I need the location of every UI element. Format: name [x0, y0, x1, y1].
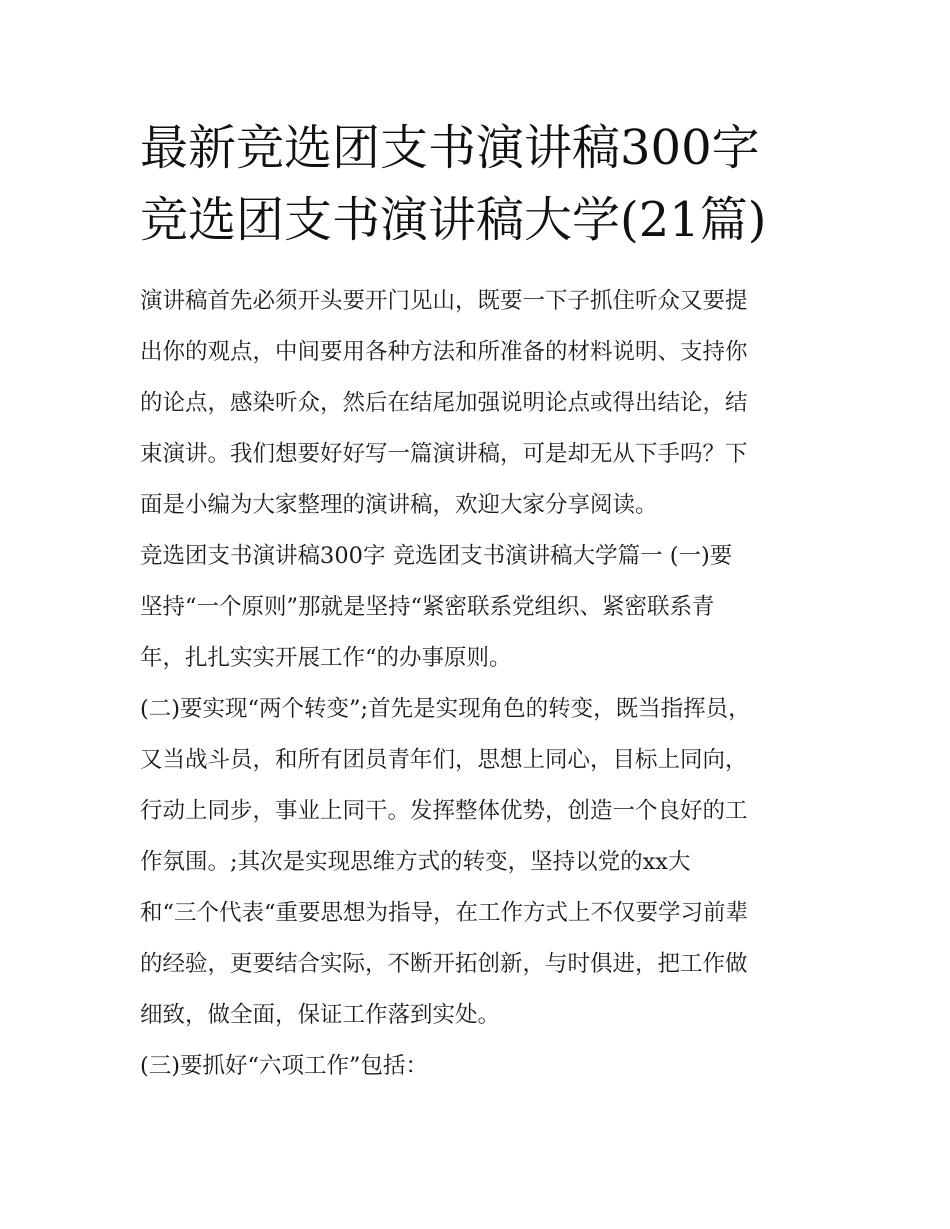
- body-line-2: 出你的观点，中间要用各种方法和所准备的材料说明、支持你: [140, 339, 748, 365]
- body-line-7: 坚持“一个原则”那就是坚持“紧密联系党组织、紧密联系青: [140, 594, 715, 620]
- body-line-15: 细致，做全面，保证工作落到实处。: [140, 1002, 501, 1028]
- body-line-10: 又当战斗员，和所有团员青年们，思想上同心，目标上同向，: [140, 747, 748, 773]
- body-line-5: 面是小编为大家整理的演讲稿，欢迎大家分享阅读。: [140, 492, 658, 518]
- document-title: [140, 112, 820, 256]
- body-line-13: 和“三个代表“重要思想为指导，在工作方式上不仅要学习前辈: [140, 900, 749, 926]
- body-line-11: 行动上同步，事业上同干。发挥整体优势，创造一个良好的工: [140, 798, 748, 824]
- title-line-1: 最新竞选团支书演讲稿300字: [140, 120, 760, 176]
- body-line-1: 演讲稿首先必须开头要开门见山，既要一下子抓住听众又要提: [140, 288, 748, 314]
- document-body: [140, 276, 820, 1092]
- body-line-8: 年，扎扎实实开展工作“的办事原则。: [140, 645, 512, 671]
- body-line-12: 作氛围。;其次是实现思维方式的转变，坚持以党的xx大: [140, 849, 691, 875]
- body-line-9: (二)要实现“两个转变”;首先是实现角色的转变，既当指挥员，: [140, 696, 751, 722]
- body-line-4: 束演讲。我们想要好好写一篇演讲稿，可是却无从下手吗？下: [140, 441, 748, 467]
- body-line-16: (三)要抓好“六项工作”包括：: [140, 1053, 429, 1079]
- title-line-2: 竞选团支书演讲稿大学(21篇): [140, 192, 767, 248]
- body-line-14: 的经验，更要结合实际，不断开拓创新，与时俱进，把工作做: [140, 951, 748, 977]
- body-line-6: 竞选团支书演讲稿300字 竞选团支书演讲稿大学篇一 (一)要: [140, 543, 733, 569]
- body-line-3: 的论点，感染听众，然后在结尾加强说明论点或得出结论，结: [140, 390, 748, 416]
